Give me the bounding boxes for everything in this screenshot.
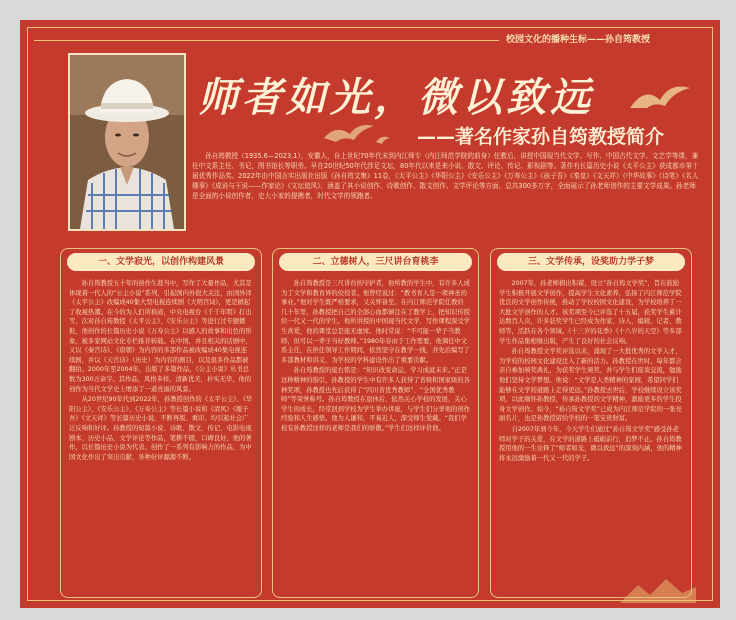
portrait-illustration (70, 55, 184, 229)
section-award (490, 248, 692, 598)
section-paragraph: 从20世纪90年代到2022年，孙教授创作的《太平公主》、《华阳公主》、《安乐公主》、《万寿公主》等长篇小说和《清风》《瓶子吾》《文天祥》等长篇历史小说，不断再版、重印，均引起社会广泛反响和好评。孙教授的短篇小说、诗歌、散文、传记、电影电视剧本、历史小品、文学评论等作品，笔耕不辍，口碑良好，他的著作，以长篇历史小说为代表。创作了一系列有影响力的作品，为中国文化作出了突出贡献，各种好评源源不断。 (69, 396, 253, 461)
section-paragraph: 自2007年到今年，今天学生们通过“孙自筠文学奖”感受孙老师对学子的关爱，在文学的道路上砥砺前行，追梦不止。孙自筠教授用他的一生诠释了“师者如光，微以致远”的深刻内涵，他的精神将永远激励着一代又一代的学子。 (499, 425, 682, 462)
section-heading: 二、立德树人，三尺讲台育桃李 (279, 253, 472, 271)
section-paragraph: 孙自筠教授的座右铭是：“知识改变命运，学习成就未来。”正是这种精神的指引，孙教授的学生中有许多人获得了省级和国家级的各种奖项，孙教授也先后获得了“四川省优秀教师”、“全国优秀教师”等荣誉称号。孙自筠教授在退休后，依然关心学校的发展，关心学生的成长，经常回到学校为学生举办讲座，与学生们分享他的创作经验和人生感悟。他为人谦和，平易近人，深受师生爱戴。“我们学校有孙教授这样的老师是我们的骄傲。”学生们这样评价他。 (281, 367, 470, 432)
poster-board (20, 20, 720, 608)
page-subtitle: ——著名作家孙自筠教授简介 (417, 126, 665, 148)
section-paragraph: 孙自筠教授五十年的创作生涯当中，写作了大量作品，尤其是体现着一代人的“公主小说”系列，引起国内外很大关注，由国外译《太平公主》改编成40集大型电视连续剧《大明宫词》，更是掀起了收视热潮。在今的为人们所称道，中央电视台《千千年明》打出雪，次对孙自筠教授《太平公主》、《安乐公主》等进行过专题播报，他创作的长篇历史小说《万寿公主》以感人的故事和出色的形象，被多家网站文化专栏推荐转载。在中国，并且相关的话剧中，又以《秦宫诗》、《唐朝》为内容的多部作品被改编成40集电视连续剧，并以《天宫诗》（历史）为内容的剧目，以及很多作品都被翻拍。2000年至2004年，出版了多篇作品，《公主小说》丛书总数为300万余字。其作品，风格多样，清新优美，朴实无华，他的创作为当代文学史上增添了一道亮丽的风景。 (69, 280, 252, 393)
bird-decoration-icon (625, 78, 695, 118)
section-paragraph: 孙自筠教授文学奖评选以来，涌现了一大批优秀的文学人才，为学校的校园文化建设注入了新的活力。孙教授在世时，每年都会亲自参加颁奖典礼，为获奖学生颁奖，并与学生们座谈交流，勉励他们坚持文学梦想。他说：“文学是人类精神的家园，希望同学们能够在文学的道路上走得更远。”孙教授去世后，学校继续设立该奖项，以此缅怀孙教授，传承孙教授的文学精神，激励更多的学生投身文学创作。如今，“孙自筠文学奖”已成为内江师范学院的一张亮丽名片，也是孙教授留给学校的一笔宝贵财富。 (499, 348, 682, 423)
bird-decoration-icon (320, 120, 400, 146)
mountain-decoration-icon (620, 575, 696, 603)
banner-line (34, 40, 499, 41)
section-paragraph: 孙自筠教授是三尺讲台的守护者，他所教的学生中，有许多人成为了文学和教育界的佼佼者。他曾经说过：“教书育人是一项神圣的事业。”他对学生既严格要求，又关怀备至。在内江师范学院任教的几十年里，孙教授把自己的全部心血都倾注在了教学上，把知识传授给一代又一代的学生。他所讲授的中国现当代文学、写作课程深受学生喜爱，他的课堂总是座无虚席。他时常说：“不可能一辈子当教师，但可以一辈子当好教师。”1980年春由于工作需要，他调任中文系主任，在担任领导工作期间，依然坚守在教学一线，并先后编写了多部教材和讲义，为学校的学科建设作出了重要贡献。 (281, 280, 470, 364)
section-heading: 三、文学传承，设奖助力学子梦 (497, 253, 685, 271)
top-banner (20, 32, 720, 48)
section-literature (60, 248, 262, 598)
section-teaching (272, 248, 479, 598)
portrait-photo (68, 53, 186, 231)
page-title: 师者如光，微以致远 (198, 74, 594, 121)
intro-paragraph: 孙自筠教授（1935.6—2023.1），安徽人，自上世纪70年代末到内江师专（内江师范学院的前身）任教后，讲授中国现当代文学、写作、中国古代文学、文艺学等课，兼任中文系主任、书记，图书馆长等职务。早在20世纪50年代涉足文坛，80年代以来是来小说、散文、评论、传记、影视剧等。著作有长篇历史小说《太平公主》获成都市第十届优秀作品奖。2022年由中国言实出版社出版《孙自筠文集》11卷，《太平公主》《华阳公主》《安乐公主》《万寿公主》《孩子吾》《秦皇》《文天祥》《中华故事》《诗笔》《名人趣事》《成说与王说——作家论》《文坛追风》，涵盖了其小说创作、诗歌创作、散文创作、文学评论等方面，总共300多万字，全面展示了孙老师创作的主要文学成果。孙老师是全面的小说创作者，史大小家的提携者，时代文学的领跑者。 (192, 152, 699, 200)
section-body (281, 279, 470, 591)
section-body (499, 279, 683, 591)
section-paragraph: 2007年，孙老师捐出积蓄，设立“孙自筠文学奖”，旨在鼓励学生积极开展文学创作，提高学生文化素养，弘扬了内江师范学院优良的文学创作传统，推动了学校校园文化建设，为学校培养了一大批文学创作的人才。该奖项至今已评选了十五届，获奖学生累计达数百人次，许多获奖学生已经成为作家、诗人、编辑、记者、教师等，活跃在各个领域。《十三岁的花季》《十八岁的天空》等多部学生作品集相继出版，产生了良好的社会反响。 (499, 280, 682, 345)
section-heading: 一、文学寂光，以创作构建风景 (67, 253, 255, 271)
banner-tagline: 校园文化的播种生标——孙自筠教授 (506, 35, 651, 45)
section-body (69, 279, 253, 591)
